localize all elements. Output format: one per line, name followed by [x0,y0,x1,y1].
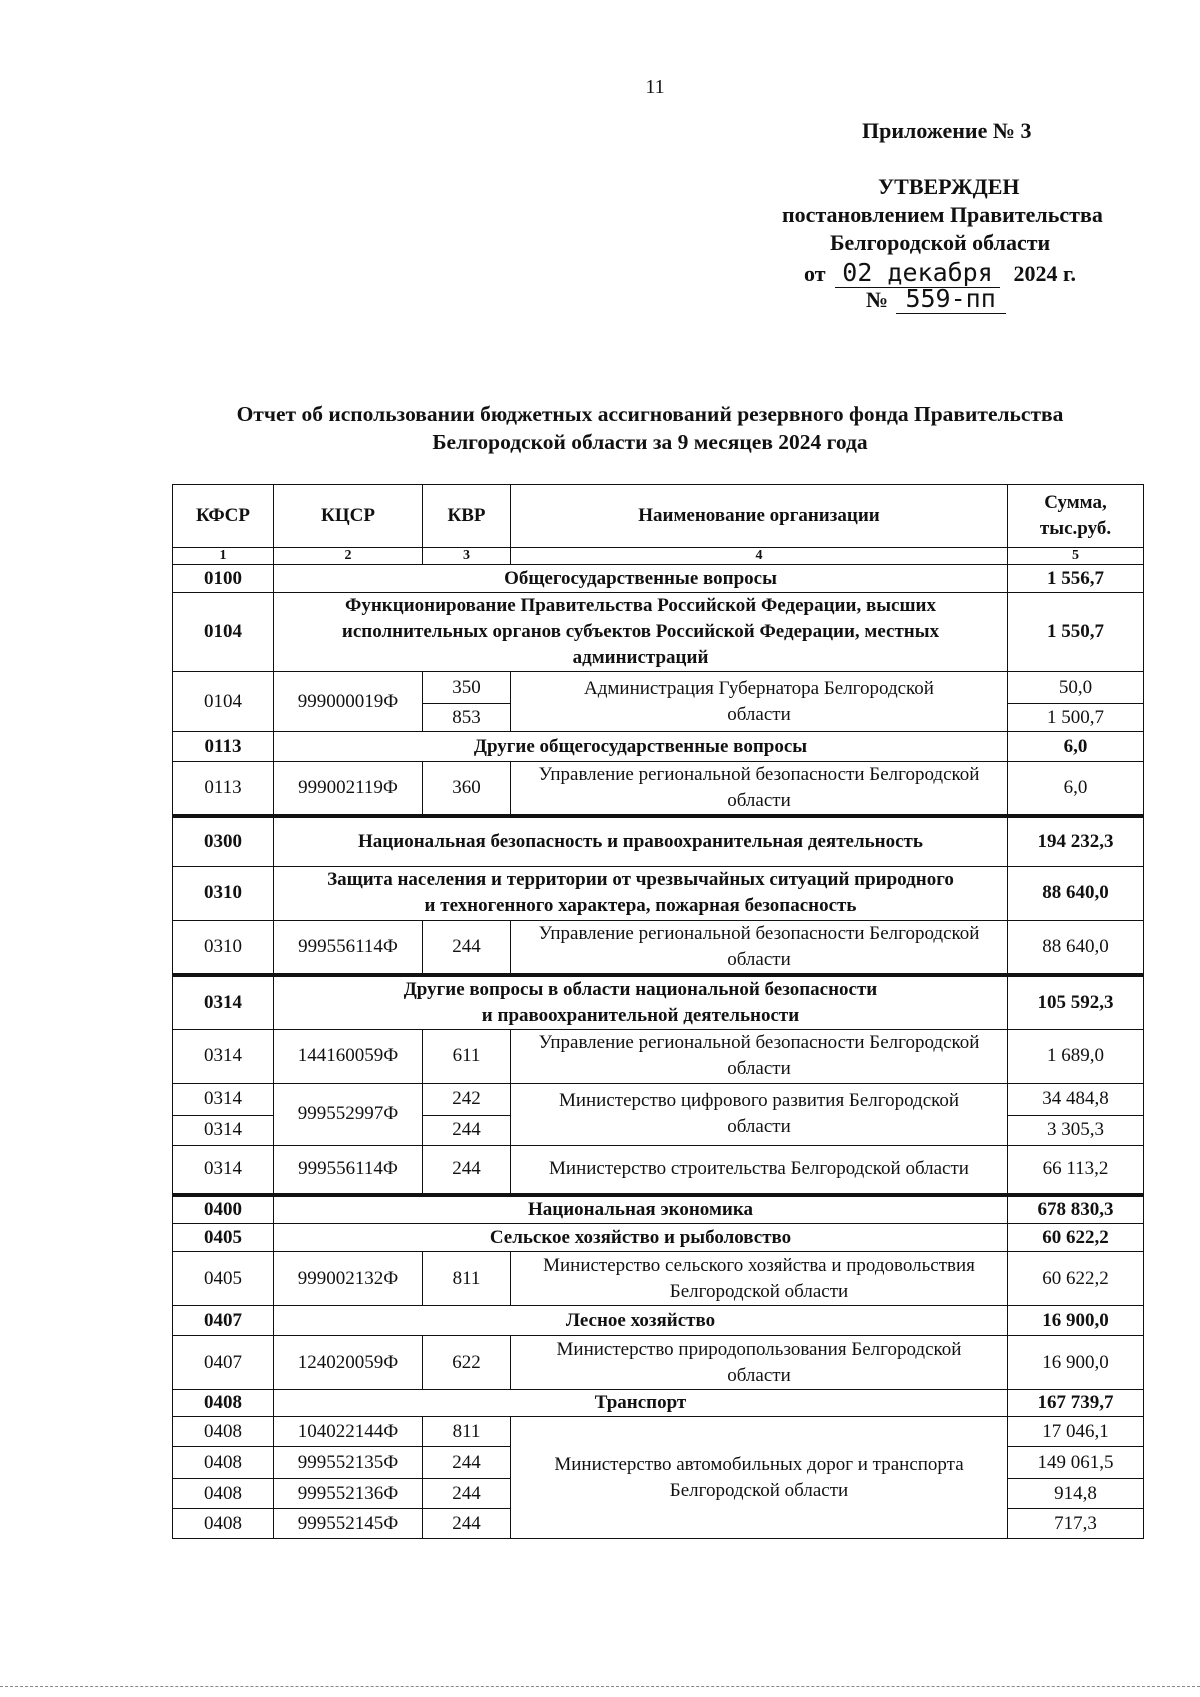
section-name: Общегосударственные вопросы [274,565,1008,593]
section-name: Национальная безопасность и правоохранительная деятельность [274,816,1008,866]
cell-kfsr: 0408 [173,1447,274,1479]
cell-sum: 1 689,0 [1008,1029,1144,1083]
cell-sum: 6,0 [1008,762,1144,817]
section-row-0300 [173,816,1144,866]
col-num-4: 4 [511,548,1008,565]
cell-sum: 149 061,5 [1008,1447,1144,1479]
header-kvr: КВР [423,485,511,548]
section-code: 0314 [173,975,274,1030]
cell-organization: Управление региональной безопасности Белгородской области [511,762,1008,817]
section-sum: 1 556,7 [1008,565,1144,593]
column-number-row [173,548,1144,565]
section-code: 0300 [173,816,274,866]
approval-number [866,284,1006,314]
table-row [173,672,1144,704]
cell-organization: Министерство природопользования Белгородской области [511,1336,1008,1390]
cell-kvr: 244 [423,1145,511,1195]
table-row [173,762,1144,817]
cell-kvr: 242 [423,1083,511,1115]
table-row [173,1083,1144,1115]
table-row [173,1145,1144,1195]
cell-kfsr: 0405 [173,1252,274,1306]
cell-sum: 60 622,2 [1008,1252,1144,1306]
cell-kcsr: 999552997Ф [274,1083,423,1145]
col-num-2: 2 [274,548,423,565]
cell-kvr: 244 [423,1115,511,1145]
header-organization: Наименование организации [511,485,1008,548]
cell-kcsr: 999552145Ф [274,1509,423,1539]
report-title-line2: Белгородской области за 9 месяцев 2024 года [432,430,868,454]
cell-kfsr: 0113 [173,762,274,817]
cell-kfsr: 0408 [173,1509,274,1539]
table-row [173,1252,1144,1306]
cell-sum: 3 305,3 [1008,1115,1144,1145]
date-prefix: от [804,261,826,286]
cell-kvr: 811 [423,1252,511,1306]
section-name: Национальная экономика [274,1195,1008,1224]
cell-sum: 914,8 [1008,1479,1144,1509]
cell-kcsr: 999556114Ф [274,1145,423,1195]
cell-sum: 1 500,7 [1008,704,1144,732]
section-name: Сельское хозяйство и рыболовство [274,1224,1008,1252]
cell-organization: Министерство сельского хозяйства и продовольствия Белгородской области [511,1252,1008,1306]
cell-sum: 17 046,1 [1008,1417,1144,1447]
appendix-label: Приложение № 3 [862,118,1032,143]
header-kcsr: КЦСР [274,485,423,548]
header-kfsr: КФСР [173,485,274,548]
section-name: Лесное хозяйство [274,1306,1008,1336]
cell-kfsr: 0314 [173,1145,274,1195]
section-code: 0104 [173,593,274,672]
cell-sum: 66 113,2 [1008,1145,1144,1195]
col-num-5: 5 [1008,548,1144,565]
cell-sum: 88 640,0 [1008,920,1144,975]
section-row-0100 [173,565,1144,593]
section-code: 0100 [173,565,274,593]
section-code: 0408 [173,1390,274,1417]
section-name: Транспорт [274,1390,1008,1417]
col-num-3: 3 [423,548,511,565]
cell-organization: Администрация Губернатора Белгородской области [511,672,1008,732]
section-name: Другие общегосударственные вопросы [274,732,1008,762]
approved-by-line1: постановлением Правительства [782,202,1103,227]
approved-label: УТВЕРЖДЕН [878,174,1020,199]
cell-sum: 50,0 [1008,672,1144,704]
section-row-0113 [173,732,1144,762]
cell-kcsr: 999002119Ф [274,762,423,817]
scan-edge-line [0,1686,1200,1687]
section-sum: 1 550,7 [1008,593,1144,672]
cell-kvr: 244 [423,1447,511,1479]
cell-kfsr: 0314 [173,1115,274,1145]
report-title-line1: Отчет об использовании бюджетных ассигнований резервного фонда Правительства [236,402,1064,426]
cell-kcsr: 999552136Ф [274,1479,423,1509]
cell-kvr: 350 [423,672,511,704]
cell-kcsr: 999556114Ф [274,920,423,975]
cell-kvr: 244 [423,1479,511,1509]
section-row-0405 [173,1224,1144,1252]
section-code: 0113 [173,732,274,762]
cell-kcsr: 104022144Ф [274,1417,423,1447]
cell-kfsr: 0314 [173,1083,274,1115]
cell-kvr: 360 [423,762,511,817]
cell-kcsr: 124020059Ф [274,1336,423,1390]
cell-kfsr: 0408 [173,1479,274,1509]
number-prefix: № [866,287,889,312]
cell-kvr: 622 [423,1336,511,1390]
cell-organization: Министерство строительства Белгородской области [511,1145,1008,1195]
section-row-0407 [173,1306,1144,1336]
section-sum: 678 830,3 [1008,1195,1144,1224]
cell-kvr: 244 [423,1509,511,1539]
section-code: 0400 [173,1195,274,1224]
cell-organization: Министерство автомобильных дорог и транспорта Белгородской области [511,1417,1008,1539]
cell-kcsr: 999552135Ф [274,1447,423,1479]
section-name: Защита населения и территории от чрезвычайных ситуаций природного и техногенного характера, пожарная безопасность [274,866,1008,920]
date-year: 2024 г. [1013,261,1077,286]
section-sum: 16 900,0 [1008,1306,1144,1336]
section-row-0310 [173,866,1144,920]
cell-kfsr: 0314 [173,1029,274,1083]
section-sum: 194 232,3 [1008,816,1144,866]
table-row [173,1336,1144,1390]
cell-kcsr: 999002132Ф [274,1252,423,1306]
section-code: 0310 [173,866,274,920]
cell-organization: Управление региональной безопасности Белгородской области [511,920,1008,975]
section-sum: 60 622,2 [1008,1224,1144,1252]
cell-kfsr: 0310 [173,920,274,975]
section-row-0314 [173,975,1144,1030]
section-sum: 88 640,0 [1008,866,1144,920]
table-row [173,1029,1144,1083]
cell-kvr: 811 [423,1417,511,1447]
cell-kvr: 611 [423,1029,511,1083]
cell-kfsr: 0408 [173,1417,274,1447]
col-num-1: 1 [173,548,274,565]
budget-table [172,484,1144,1539]
cell-kfsr: 0104 [173,672,274,732]
section-row-0400 [173,1195,1144,1224]
cell-kvr: 853 [423,704,511,732]
approved-by-line2: Белгородской области [830,230,1051,255]
date-handwritten: 02 декабря [835,258,1000,288]
cell-sum: 717,3 [1008,1509,1144,1539]
cell-organization: Министерство цифрового развития Белгородской области [511,1083,1008,1145]
section-code: 0407 [173,1306,274,1336]
header-sum: Сумма, тыс.руб. [1008,485,1144,548]
section-row-0408 [173,1390,1144,1417]
section-code: 0405 [173,1224,274,1252]
section-sum: 167 739,7 [1008,1390,1144,1417]
cell-organization: Управление региональной безопасности Белгородской области [511,1029,1008,1083]
section-name: Другие вопросы в области национальной безопасности и правоохранительной деятельности [274,975,1008,1030]
section-sum: 105 592,3 [1008,975,1144,1030]
table-row [173,1417,1144,1447]
cell-kfsr: 0407 [173,1336,274,1390]
cell-sum: 16 900,0 [1008,1336,1144,1390]
section-name: Функционирование Правительства Российской Федерации, высших исполнительных органов субъектов Российской Федерации, местных администраций [274,593,1008,672]
report-title [150,400,1150,456]
cell-kvr: 244 [423,920,511,975]
cell-sum: 34 484,8 [1008,1083,1144,1115]
cell-kcsr: 999000019Ф [274,672,423,732]
section-sum: 6,0 [1008,732,1144,762]
table-header-row [173,485,1144,548]
page-number: 11 [645,76,665,98]
table-row [173,920,1144,975]
number-handwritten: 559-пп [896,284,1006,314]
section-row-0104 [173,593,1144,672]
cell-kcsr: 144160059Ф [274,1029,423,1083]
